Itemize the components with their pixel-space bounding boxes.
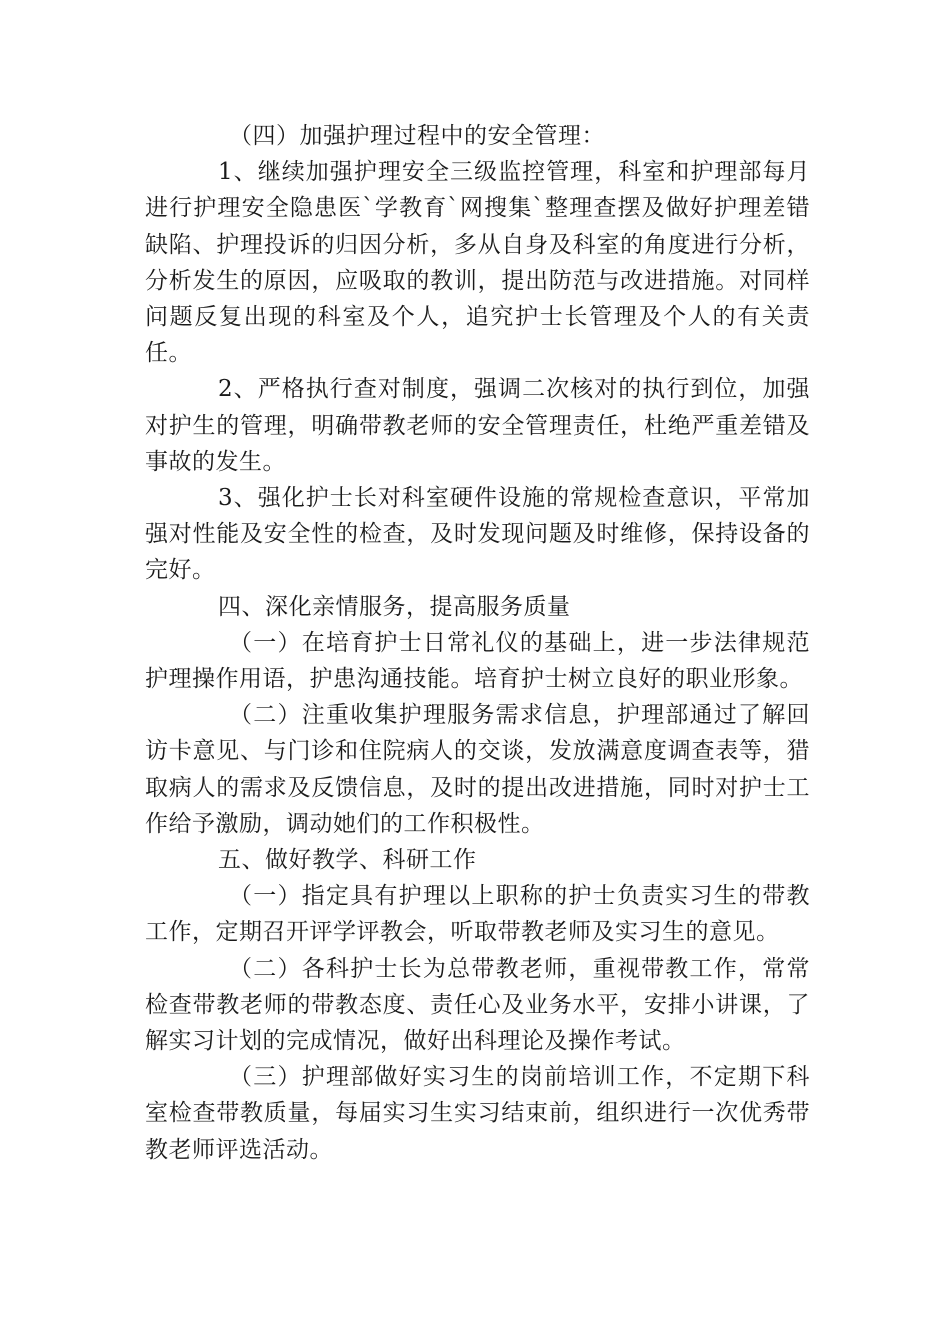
paragraph-pre-job-training: （三）护理部做好实习生的岗前培训工作，不定期下科室检查带教质量，每届实习生实习结束前，组织进行一次优秀带教老师评选活动。 — [145, 1064, 810, 1163]
paragraph-equipment-check: 3、强化护士长对科室硬件设施的常规检查意识，平常加强对性能及安全性的检查，及时发现问题及时维修，保持设备的完好。 — [145, 485, 810, 584]
paragraph-verification: 2、严格执行查对制度，强调二次核对的执行到位，加强对护生的管理，明确带教老师的安全管理责任，杜绝严重差错及事故的发生。 — [145, 376, 810, 475]
paragraph-intern-supervision: （一）指定具有护理以上职称的护士负责实习生的带教工作，定期召开评学评教会，听取带教老师及实习生的意见。 — [145, 883, 810, 946]
paragraph-feedback: （二）注重收集护理服务需求信息，护理部通过了解回访卡意见、与门诊和住院病人的交谈，发放满意度调查表等，猎取病人的需求及反馈信息，及时的提出改进措施，同时对护士工作给予激励，调动她们的工作积极性。 — [145, 702, 810, 837]
paragraph-etiquette: （一）在培育护士日常礼仪的基础上，进一步法律规范护理操作用语，护患沟通技能。培育护士树立良好的职业形象。 — [145, 629, 810, 693]
section-heading-teaching-research: 五、做好教学、科研工作 — [218, 847, 477, 874]
section-heading-safety-management: （四）加强护理过程中的安全管理： — [229, 123, 605, 149]
paragraph-head-nurse-teaching: （二）各科护士长为总带教老师，重视带教工作，常常检查带教老师的带教态度、责任心及业务水平，安排小讲课，了解实习计划的完成情况，做好出科理论及操作考试。 — [145, 955, 810, 1055]
paragraph-monitoring: 1、继续加强护理安全三级监控管理，科室和护理部每月进行护理安全隐患医`学教育`网搜集`整理查摆及做好护理差错缺陷、护理投诉的归因分析，多从自身及科室的角度进行分析，分析发生的原因，应吸取的教训，提出防范与改进措施。对同样问题反复出现的科室及个人，追究护士长管理及个人的有关责任。 — [145, 159, 810, 367]
section-heading-service-quality: 四、深化亲情服务，提高服务质量 — [218, 593, 571, 620]
document-body — [145, 118, 810, 1168]
